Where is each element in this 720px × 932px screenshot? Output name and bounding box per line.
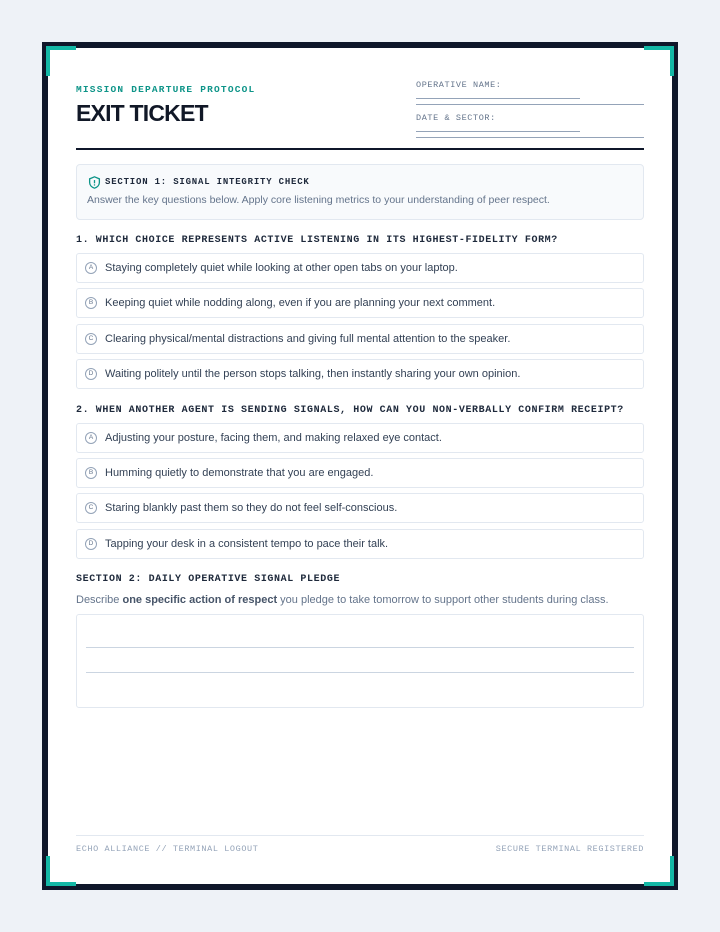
question-2-option-b[interactable] (76, 458, 644, 488)
section2-desc-before: Describe (76, 594, 123, 606)
pledge-writing-area[interactable] (76, 614, 644, 708)
option-text: Staring blankly past them so they do not feel self-conscious. (105, 502, 398, 514)
question-2-option-a[interactable] (76, 423, 644, 453)
section2-heading: SECTION 2: DAILY OPERATIVE SIGNAL PLEDGE (76, 574, 341, 585)
option-letter-badge: C (85, 502, 97, 514)
option-text: Tapping your desk in a consistent tempo to pace their talk. (105, 538, 389, 550)
corner-bracket-top-right (644, 46, 674, 76)
writing-line (86, 672, 634, 673)
footer-left-text: ECHO ALLIANCE // TERMINAL LOGOUT (76, 844, 259, 854)
exit-ticket-sheet (42, 42, 678, 890)
question-1-option-c[interactable] (76, 324, 644, 354)
date-sector-line-short[interactable] (416, 131, 580, 132)
footer-divider (76, 835, 644, 836)
section2-desc-after: you pledge to take tomorrow to support other students during class. (277, 594, 609, 606)
section2-desc-emphasis: one specific action of respect (122, 594, 278, 606)
question-2-option-c[interactable] (76, 493, 644, 523)
option-text: Keeping quiet while nodding along, even if you are planning your next comment. (105, 297, 496, 309)
corner-bracket-top-left (46, 46, 76, 76)
option-letter-badge: C (85, 333, 97, 345)
corner-bracket-bottom-right (644, 856, 674, 886)
option-text: Clearing physical/mental distractions and giving full mental attention to the speaker. (105, 333, 511, 345)
question-2-option-d[interactable] (76, 529, 644, 559)
option-letter-badge: A (85, 262, 97, 274)
question-2-prompt: 2. WHEN ANOTHER AGENT IS SENDING SIGNALS, HOW CAN YOU NON-VERBALLY CONFIRM RECEIPT? (76, 405, 624, 416)
date-sector-label: DATE & SECTOR: (416, 113, 496, 123)
option-text: Humming quietly to demonstrate that you are engaged. (105, 467, 374, 479)
operative-name-line-short[interactable] (416, 98, 580, 99)
question-1-option-b[interactable] (76, 288, 644, 318)
operative-name-line[interactable] (416, 104, 644, 105)
corner-bracket-bottom-left (46, 856, 76, 886)
section2-description (76, 594, 609, 606)
option-text: Adjusting your posture, facing them, and making relaxed eye contact. (105, 432, 442, 444)
writing-line (86, 647, 634, 648)
date-sector-line[interactable] (416, 137, 644, 138)
title-divider (76, 148, 644, 150)
section1-info-box (76, 164, 644, 220)
page-title: EXIT TICKET (76, 100, 208, 126)
option-text: Staying completely quiet while looking at other open tabs on your laptop. (105, 262, 458, 274)
section1-instructions: Answer the key questions below. Apply core listening metrics to your understanding of peer respect. (87, 194, 550, 206)
question-1-option-d[interactable] (76, 359, 644, 389)
protocol-kicker: MISSION DEPARTURE PROTOCOL (76, 84, 256, 95)
option-letter-badge: A (85, 432, 97, 444)
shield-icon (88, 176, 101, 189)
question-1-option-a[interactable] (76, 253, 644, 283)
option-text: Waiting politely until the person stops talking, then instantly sharing your own opinion. (105, 368, 521, 380)
section1-heading: SECTION 1: SIGNAL INTEGRITY CHECK (105, 177, 310, 187)
option-letter-badge: B (85, 297, 97, 309)
option-letter-badge: D (85, 368, 97, 380)
option-letter-badge: D (85, 538, 97, 550)
option-letter-badge: B (85, 467, 97, 479)
question-1-prompt: 1. WHICH CHOICE REPRESENTS ACTIVE LISTENING IN ITS HIGHEST-FIDELITY FORM? (76, 235, 558, 246)
footer-right-text: SECURE TERMINAL REGISTERED (495, 844, 644, 854)
operative-name-label: OPERATIVE NAME: (416, 80, 502, 90)
